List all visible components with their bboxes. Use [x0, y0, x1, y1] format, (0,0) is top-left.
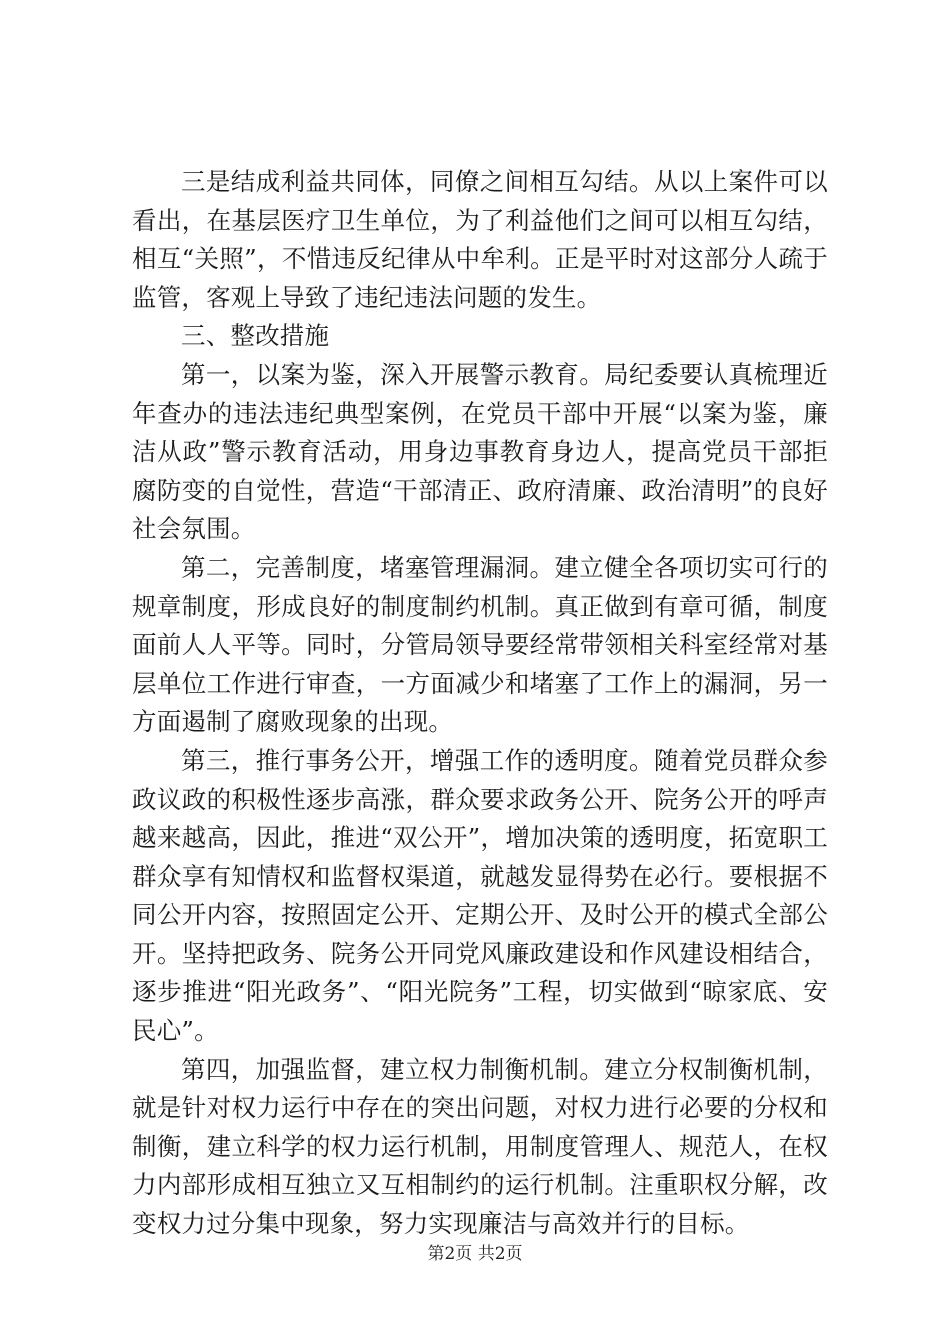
document-body — [132, 163, 828, 1244]
paragraph-measure-4: 第四，加强监督，建立权力制衡机制。建立分权制衡机制，就是针对权力运行中存在的突出问题，对权力进行必要的分权和制衡，建立科学的权力运行机制，用制度管理人、规范人，在权力内部形成相互独立又互相制约的运行机制。注重职权分解，改变权力过分集中现象，努力实现廉洁与高效并行的目标。 — [132, 1054, 828, 1239]
page-number-footer: 第2页 共2页 — [427, 1244, 523, 1264]
section-heading-rectification: 三、整改措施 — [181, 321, 330, 351]
paragraph-measure-3: 第三，推行事务公开，增强工作的透明度。随着党员群众参政议政的积极性逐步高涨，群众要求政务公开、院务公开的呼声越来越高，因此，推进“双公开”，增加决策的透明度，拓宽职工群众享有知情权和监督权渠道，就越发显得势在必行。要根据不同公开内容，按照固定公开、定期公开、及时公开的模式全部公开。坚持把政务、院务公开同党风廉政建设和作风建设相结合，逐步推进“阳光政务”、“阳光院务”工程，切实做到“晾家底、安民心”。 — [132, 745, 828, 1046]
paragraph-measure-2: 第二，完善制度，堵塞管理漏洞。建立健全各项切实可行的规章制度，形成良好的制度制约机制。真正做到有章可循，制度面前人人平等。同时，分管局领导要经常带领相关科室经常对基层单位工作进行审查，一方面减少和堵塞了工作上的漏洞，另一方面遏制了腐败现象的出现。 — [132, 552, 828, 737]
paragraph-interest-collusion: 三是结成利益共同体，同僚之间相互勾结。从以上案件可以看出，在基层医疗卫生单位，为了利益他们之间可以相互勾结，相互“关照”，不惜违反纪律从中牟利。正是平时对这部分人疏于监管，客观上导致了违纪违法问题的发生。 — [132, 167, 828, 312]
paragraph-measure-1: 第一，以案为鉴，深入开展警示教育。局纪委要认真梳理近年查办的违法违纪典型案例，在党员干部中开展“以案为鉴，廉洁从政”警示教育活动，用身边事教育身边人，提高党员干部拒腐防变的自觉性，营造“干部清正、政府清廉、政治清明”的良好社会氛围。 — [132, 359, 828, 544]
